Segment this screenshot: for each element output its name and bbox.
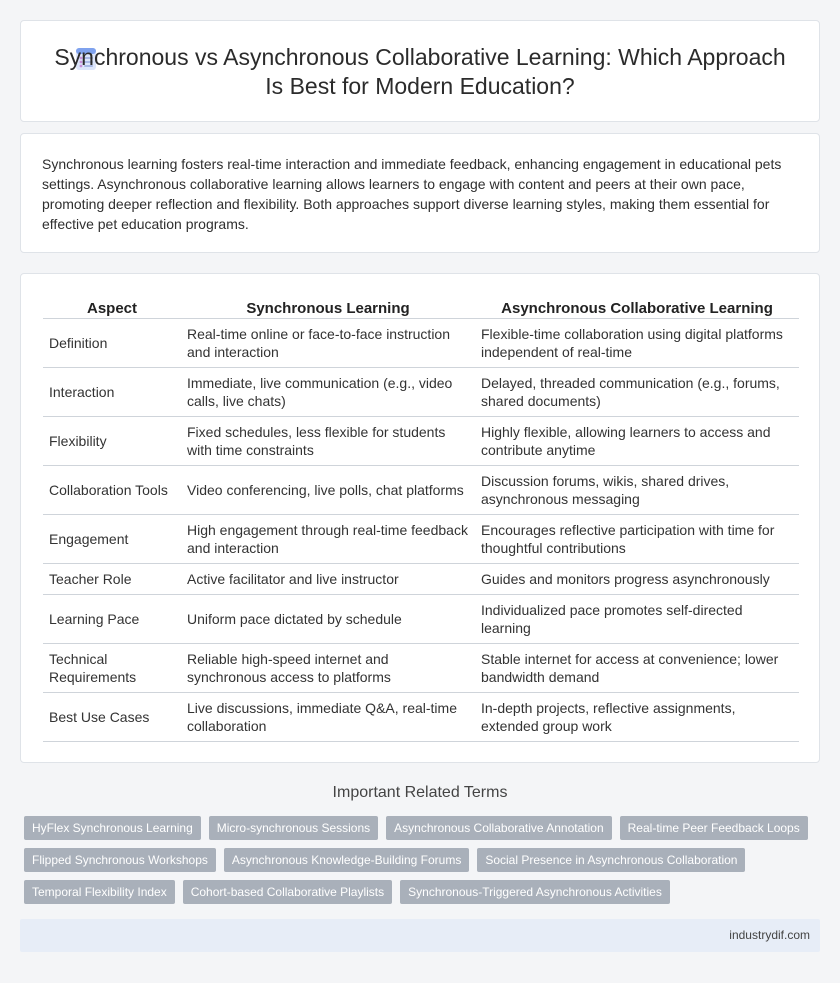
tag-row [24, 880, 824, 904]
cell-async: Delayed, threaded communication (e.g., forums, shared documents) [475, 368, 799, 417]
cell-aspect: Learning Pace [43, 595, 181, 644]
cell-aspect: Best Use Cases [43, 693, 181, 742]
cell-async: Discussion forums, wikis, shared drives, asynchronous messaging [475, 466, 799, 515]
cell-async: Highly flexible, allowing learners to access and contribute anytime [475, 417, 799, 466]
page-title: Synchronous vs Asynchronous Collaborative Learning: Which Approach Is Best for Modern Education? [54, 44, 786, 99]
header-asynchronous: Asynchronous Collaborative Learning [475, 294, 799, 319]
cell-aspect: Collaboration Tools [43, 466, 181, 515]
cell-async: Individualized pace promotes self-directed learning [475, 595, 799, 644]
cell-sync: Real-time online or face-to-face instruction and interaction [181, 319, 475, 368]
cell-aspect: Technical Requirements [43, 644, 181, 693]
related-term-tag[interactable]: Micro-synchronous Sessions [209, 816, 378, 840]
cell-async: Encourages reflective participation with time for thoughtful contributions [475, 515, 799, 564]
cell-sync: Fixed schedules, less flexible for students with time constraints [181, 417, 475, 466]
comparison-table [43, 294, 799, 742]
intro-card [20, 133, 820, 253]
related-term-tag[interactable]: Flipped Synchronous Workshops [24, 848, 216, 872]
cell-aspect: Definition [43, 319, 181, 368]
cell-sync: Live discussions, immediate Q&A, real-time collaboration [181, 693, 475, 742]
table-row [43, 564, 799, 595]
cell-async: Stable internet for access at convenience; lower bandwidth demand [475, 644, 799, 693]
title-card [20, 20, 820, 122]
related-term-tag[interactable]: Real-time Peer Feedback Loops [620, 816, 808, 840]
cell-async: Guides and monitors progress asynchronously [475, 564, 799, 595]
cell-sync: Reliable high-speed internet and synchronous access to platforms [181, 644, 475, 693]
header-synchronous: Synchronous Learning [181, 294, 475, 319]
cell-sync: Immediate, live communication (e.g., video calls, live chats) [181, 368, 475, 417]
table-row [43, 466, 799, 515]
related-term-tag[interactable]: HyFlex Synchronous Learning [24, 816, 201, 840]
table-row [43, 644, 799, 693]
related-term-tag[interactable]: Asynchronous Collaborative Annotation [386, 816, 611, 840]
related-terms-tags [24, 816, 824, 912]
cell-aspect: Interaction [43, 368, 181, 417]
table-row [43, 595, 799, 644]
table-row [43, 319, 799, 368]
cell-aspect: Flexibility [43, 417, 181, 466]
cell-async: Flexible-time collaboration using digital platforms independent of real-time [475, 319, 799, 368]
related-terms-title: Important Related Terms [332, 784, 508, 801]
cell-sync: Video conferencing, live polls, chat platforms [181, 466, 475, 515]
table-row [43, 693, 799, 742]
cell-async: In-depth projects, reflective assignments, extended group work [475, 693, 799, 742]
related-term-tag[interactable]: Social Presence in Asynchronous Collaboration [477, 848, 745, 872]
footer-site[interactable]: industrydif.com [729, 928, 810, 942]
table-row [43, 515, 799, 564]
table-row [43, 368, 799, 417]
comparison-card [20, 273, 820, 763]
cell-sync: Active facilitator and live instructor [181, 564, 475, 595]
cell-aspect: Teacher Role [43, 564, 181, 595]
header-aspect: Aspect [43, 294, 181, 319]
tag-row [24, 848, 824, 872]
cell-aspect: Engagement [43, 515, 181, 564]
related-term-tag[interactable]: Cohort-based Collaborative Playlists [183, 880, 392, 904]
table-row [43, 417, 799, 466]
related-term-tag[interactable]: Synchronous-Triggered Asynchronous Activities [400, 880, 670, 904]
related-term-tag[interactable]: Asynchronous Knowledge-Building Forums [224, 848, 469, 872]
intro-paragraph: Synchronous learning fosters real-time interaction and immediate feedback, enhancing engagement in educational pets settings. Asynchronous collaborative learning allows learners to engage with content and peers at their own pace, promoting deeper reflection and flexibility. Both approaches support diverse learning styles, making them essential for effective pet education programs. [42, 156, 782, 232]
tag-row [24, 816, 824, 840]
related-term-tag[interactable]: Temporal Flexibility Index [24, 880, 175, 904]
footer [20, 919, 820, 952]
cell-sync: Uniform pace dictated by schedule [181, 595, 475, 644]
cell-sync: High engagement through real-time feedback and interaction [181, 515, 475, 564]
